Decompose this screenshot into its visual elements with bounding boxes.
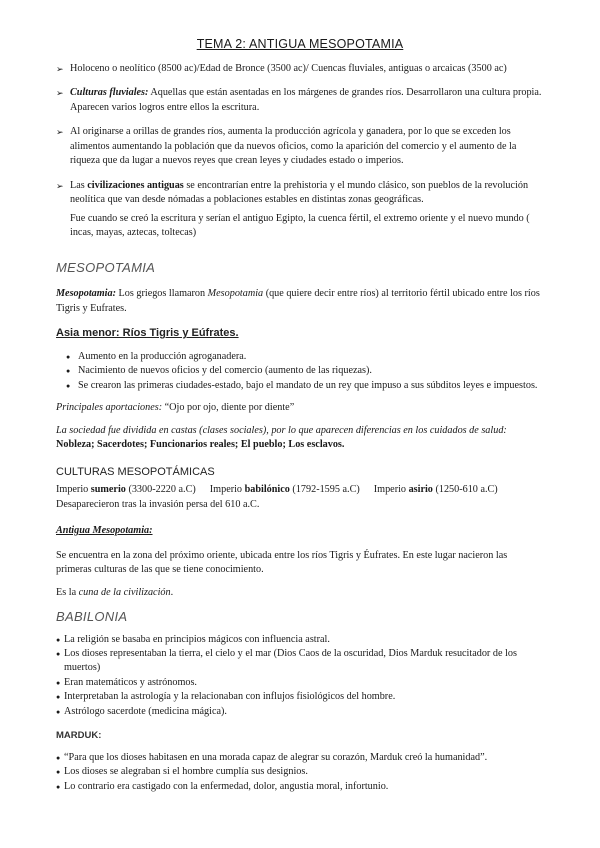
babilonia-list — [56, 633, 544, 720]
list-item: ● Aumento en la producción agroganadera. — [66, 350, 544, 364]
intro-paragraph-fluviales — [56, 86, 544, 115]
paragraph-text: Holoceno o neolítico (8500 ac)/Edad de Bronce (3500 ac)/ Cuencas fluviales, antiguas o arcaicas (3500 ac) — [70, 62, 507, 74]
term-civilizaciones-antiguas: civilizaciones antiguas — [87, 179, 184, 191]
list-item: ● Los dioses representaban la tierra, el cielo y el mar (Dios Caos de la oscuridad, Dios Marduk resucitador de los muertos) — [56, 647, 544, 676]
list-item: ● Se crearon las primeras ciudades-estado, bajo el mandato de un rey que impuso a sus súbditos leyes e impuestos. — [66, 379, 544, 393]
arrow-bullet-icon: ➢ — [56, 180, 64, 191]
section-heading-babilonia: BABILONIA — [56, 609, 128, 625]
arrow-bullet-icon: ➢ — [56, 127, 64, 138]
bullet-icon: ● — [56, 768, 61, 777]
bullet-icon: ● — [66, 381, 71, 390]
bullet-icon: ● — [56, 693, 61, 702]
list-item: ● “Para que los dioses habitasen en una morada capaz de alegrar su corazón, Marduk creó la humanidad”. — [56, 751, 544, 765]
intro-paragraph-civilizaciones — [56, 179, 544, 208]
imperio-asirio: Imperio asirio (1250-610 a.C) — [373, 484, 498, 496]
bullet-icon: ● — [56, 678, 61, 687]
invasion-persa: Desaparecieron tras la invasión persa del 610 a.C. — [56, 498, 260, 510]
list-item: ● Lo contrario era castigado con la enfermedad, dolor, angustia moral, infortunio. — [56, 780, 544, 794]
term-mesopotamia: Mesopotamia: — [56, 288, 116, 300]
arrow-bullet-icon: ➢ — [56, 63, 64, 74]
imperio-sumerio: Imperio sumerio (3300-2220 a.C) — [56, 484, 196, 496]
sociedad-castas: La sociedad fue dividida en castas (clases sociales), por lo que aparecen diferencias en los cuidados de salud: Nobleza; Sacerdotes; Funcionarios reales; El pueblo; Los esclavos. — [56, 424, 507, 451]
bullet-icon: ● — [56, 649, 61, 658]
antigua-paragraph: Se encuentra en la zona del próximo oriente, ubicada entre los ríos Tigris y Éufrates. En este lugar nacieron las primeras culturas de las que se tiene conocimiento. — [56, 549, 508, 576]
arrow-bullet-icon: ➢ — [56, 88, 64, 99]
subheading-asia-menor: Asia menor: Ríos Tigris y Eúfrates. — [56, 327, 239, 340]
subheading-culturas-mesopotamicas: CULTURAS MESOPOTÁMICAS — [56, 465, 215, 478]
bullet-icon: ● — [66, 352, 71, 361]
bullet-icon: ● — [56, 753, 61, 762]
paragraph-text: Las — [70, 179, 88, 191]
principales-aportaciones: Principales aportaciones: “Ojo por ojo, diente por diente” — [56, 402, 295, 414]
mesopotamia-definition — [56, 287, 544, 316]
section-heading-mesopotamia: MESOPOTAMIA — [56, 259, 156, 275]
list-item: ● La religión se basaba en principios mágicos con influencia astral. — [56, 633, 544, 647]
subheading-marduk: MARDUK: — [56, 730, 102, 742]
list-item: ● Eran matemáticos y astrónomos. — [56, 676, 544, 690]
asia-menor-list — [56, 350, 544, 393]
list-item: ● Interpretaban la astrología y la relacionaban con influjos fisiológicos del hombre. — [56, 690, 544, 704]
paragraph-text: Aquellas que están asentadas en los márgenes de grandes ríos. Desarrollaron una cultura propia. Aparecen varios logros entre ellos la escritura. — [70, 87, 542, 113]
intro-paragraph-escritura: Fue cuando se creó la escritura y serían el antiguo Egipto, la cuenca fértil, el extremo oriente y el nuevo mundo ( incas, mayas, aztecas, toltecas) — [70, 212, 530, 239]
imperio-babilonico: Imperio babilónico (1792-1595 a.C) — [209, 484, 360, 496]
bullet-icon: ● — [56, 635, 61, 644]
marduk-list — [56, 751, 544, 794]
paragraph-text: se encontrarían entre la prehistoria y el mundo clásico, son pueblos de la revolución neolítica que van desde nómadas a poblaciones estables en distintas zonas geográficas. — [70, 179, 529, 206]
bullet-icon: ● — [56, 707, 61, 716]
document-title: TEMA 2: ANTIGUA MESOPOTAMIA — [196, 37, 404, 51]
list-item: ● Nacimiento de nuevos oficios y del comercio (aumento de las riquezas). — [66, 364, 544, 378]
intro-paragraph-rios — [56, 125, 544, 168]
paragraph-text: Mesopotamia — [207, 288, 264, 300]
imperios-row — [56, 483, 544, 497]
intro-paragraph-periods — [56, 62, 544, 76]
bullet-icon: ● — [66, 367, 71, 376]
paragraph-text: Al originarse a orillas de grandes ríos, aumenta la producción agrícola y ganadera, por lo que se exceden los alimentos aumentando la población que da nuevos oficios, como la aparición del comercio y el aumento de la riqueza que da lugar a nuevos reyes que crean leyes y ciudades estado o imperios. — [70, 126, 517, 167]
cuna-civilizacion: Es la cuna de la civilización. — [56, 586, 174, 598]
subheading-antigua-mesopotamia: Antigua Mesopotamia: — [56, 525, 153, 537]
bullet-icon: ● — [56, 782, 61, 791]
list-item: ● Astrólogo sacerdote (medicina mágica). — [56, 705, 544, 719]
list-item: ● Los dioses se alegraban si el hombre cumplía sus designios. — [56, 765, 544, 779]
paragraph-text: (que quiere decir entre ríos) al territorio fértil ubicado entre los ríos Tigris y Eufrates. — [56, 288, 540, 314]
term-culturas-fluviales: Culturas fluviales: — [70, 87, 149, 99]
paragraph-text: Los griegos llamaron — [116, 288, 208, 300]
